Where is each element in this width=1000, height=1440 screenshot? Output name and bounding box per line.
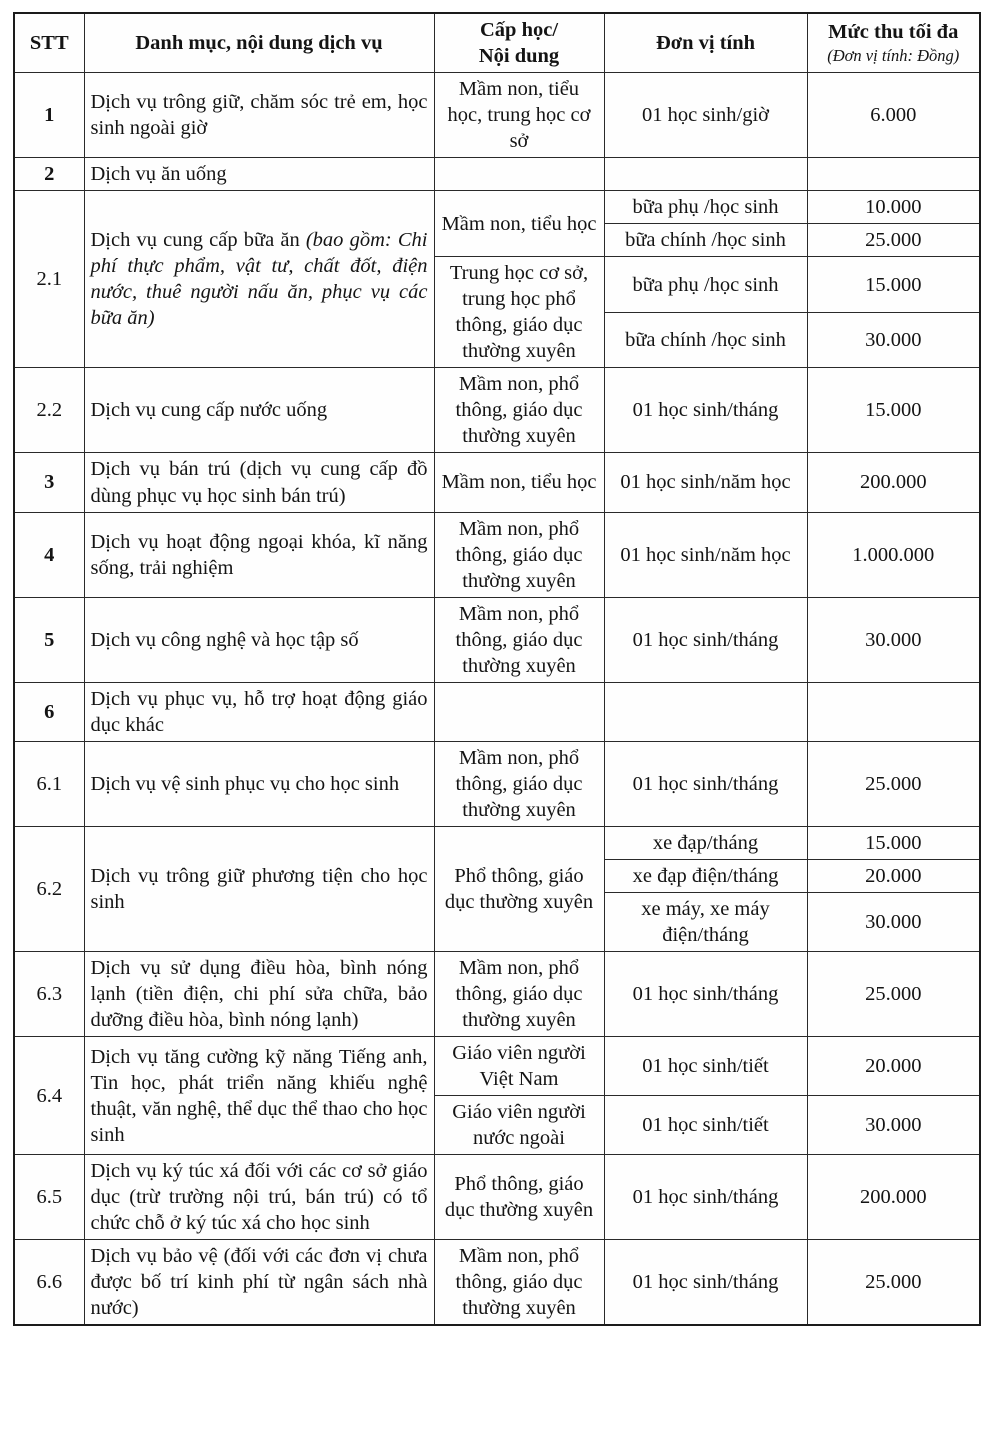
service-fee-table <box>13 12 981 1326</box>
education-level-6.3: Mầm non, phổ thông, giáo dục thường xuyên <box>434 952 604 1037</box>
unit-6.4-1: 01 học sinh/tiết <box>604 1037 807 1096</box>
amount-6.2-1: 15.000 <box>807 826 980 859</box>
unit-2.1-1: bữa phụ /học sinh <box>604 191 807 224</box>
row-index-6.5: 6.5 <box>14 1155 84 1240</box>
header-unit: Đơn vị tính <box>604 13 807 73</box>
education-level-4: Mầm non, phổ thông, giáo dục thường xuyên <box>434 512 604 597</box>
amount-2.2: 15.000 <box>807 368 980 453</box>
table-row <box>14 158 980 191</box>
row-index-6.1: 6.1 <box>14 741 84 826</box>
education-level-3: Mầm non, tiểu học <box>434 453 604 512</box>
table-row <box>14 1037 980 1096</box>
amount-2 <box>807 158 980 191</box>
row-index-6.4: 6.4 <box>14 1037 84 1155</box>
amount-6.2-2: 20.000 <box>807 859 980 892</box>
header-level-line1: Cấp học/ <box>479 19 559 41</box>
unit-2 <box>604 158 807 191</box>
unit-6.2-2: xe đạp điện/tháng <box>604 859 807 892</box>
table-header <box>14 13 980 73</box>
amount-6.5: 200.000 <box>807 1155 980 1240</box>
service-name-4: Dịch vụ hoạt động ngoại khóa, kĩ năng sống, trải nghiệm <box>84 512 434 597</box>
amount-6.3: 25.000 <box>807 952 980 1037</box>
row-index-2: 2 <box>14 158 84 191</box>
header-education-level <box>434 13 604 73</box>
unit-2.1-2: bữa chính /học sinh <box>604 224 807 257</box>
header-level-line2: Nội dung <box>478 45 560 68</box>
amount-6.6: 25.000 <box>807 1240 980 1326</box>
amount-4: 1.000.000 <box>807 512 980 597</box>
row-index-2.1: 2.1 <box>14 191 84 368</box>
row-index-1: 1 <box>14 73 84 158</box>
unit-6 <box>604 682 807 741</box>
service-name-6: Dịch vụ phục vụ, hỗ trợ hoạt động giáo dục khác <box>84 682 434 741</box>
table-row <box>14 453 980 512</box>
row-index-5: 5 <box>14 597 84 682</box>
education-level-2.1-1: Mầm non, tiểu học <box>434 191 604 257</box>
table-row <box>14 1155 980 1240</box>
amount-2.1-2: 25.000 <box>807 224 980 257</box>
unit-1: 01 học sinh/giờ <box>604 73 807 158</box>
row-index-6.3: 6.3 <box>14 952 84 1037</box>
service-name-6.1: Dịch vụ vệ sinh phục vụ cho học sinh <box>84 741 434 826</box>
header-amount-currency-note: (Đơn vị tính: Đồng) <box>827 46 960 66</box>
table-row <box>14 512 980 597</box>
service-name-1: Dịch vụ trông giữ, chăm sóc trẻ em, học sinh ngoài giờ <box>84 73 434 158</box>
education-level-6.2: Phổ thông, giáo dục thường xuyên <box>434 826 604 951</box>
amount-6 <box>807 682 980 741</box>
table-row <box>14 73 980 158</box>
service-name-6.6: Dịch vụ bảo vệ (đối với các đơn vị chưa được bố trí kinh phí từ ngân sách nhà nước) <box>84 1240 434 1326</box>
row-index-2.2: 2.2 <box>14 368 84 453</box>
table-row <box>14 1240 980 1326</box>
education-level-6.6: Mầm non, phổ thông, giáo dục thường xuyên <box>434 1240 604 1326</box>
row-index-6.2: 6.2 <box>14 826 84 951</box>
education-level-1: Mầm non, tiểu học, trung học cơ sở <box>434 73 604 158</box>
unit-6.2-3: xe máy, xe máy điện/tháng <box>604 892 807 951</box>
table-row <box>14 741 980 826</box>
table-row <box>14 368 980 453</box>
service-name-3: Dịch vụ bán trú (dịch vụ cung cấp đồ dùng phục vụ học sinh bán trú) <box>84 453 434 512</box>
row-index-6: 6 <box>14 682 84 741</box>
header-amount-main: Mức thu tối đa <box>828 21 959 44</box>
table-row <box>14 191 980 224</box>
education-level-6.4-2: Giáo viên người nước ngoài <box>434 1096 604 1155</box>
service-name-6.3: Dịch vụ sử dụng điều hòa, bình nóng lạnh (tiền điện, chi phí sửa chữa, bảo dưỡng điều hòa, bình nóng lạnh) <box>84 952 434 1037</box>
row-index-6.6: 6.6 <box>14 1240 84 1326</box>
header-row <box>14 13 980 73</box>
amount-6.4-2: 30.000 <box>807 1096 980 1155</box>
education-level-2.2: Mầm non, phổ thông, giáo dục thường xuyên <box>434 368 604 453</box>
amount-2.1-4: 30.000 <box>807 312 980 368</box>
amount-6.1: 25.000 <box>807 741 980 826</box>
unit-2.1-3: bữa phụ /học sinh <box>604 257 807 313</box>
table-body <box>14 73 980 1326</box>
education-level-6.4-1: Giáo viên người Việt Nam <box>434 1037 604 1096</box>
row-index-4: 4 <box>14 512 84 597</box>
amount-3: 200.000 <box>807 453 980 512</box>
education-level-2 <box>434 158 604 191</box>
unit-6.3: 01 học sinh/tháng <box>604 952 807 1037</box>
amount-2.1-3: 15.000 <box>807 257 980 313</box>
amount-1: 6.000 <box>807 73 980 158</box>
unit-6.1: 01 học sinh/tháng <box>604 741 807 826</box>
education-level-5: Mầm non, phổ thông, giáo dục thường xuyên <box>434 597 604 682</box>
unit-6.6: 01 học sinh/tháng <box>604 1240 807 1326</box>
service-name-6.4: Dịch vụ tăng cường kỹ năng Tiếng anh, Tin học, phát triển năng khiếu nghệ thuật, văn nghệ, thể dục thể thao cho học sinh <box>84 1037 434 1155</box>
education-level-6.5: Phổ thông, giáo dục thường xuyên <box>434 1155 604 1240</box>
amount-6.2-3: 30.000 <box>807 892 980 951</box>
unit-2.1-4: bữa chính /học sinh <box>604 312 807 368</box>
service-name-5: Dịch vụ công nghệ và học tập số <box>84 597 434 682</box>
education-level-2.1-3: Trung học cơ sở, trung học phổ thông, giáo dục thường xuyên <box>434 257 604 368</box>
unit-6.4-2: 01 học sinh/tiết <box>604 1096 807 1155</box>
unit-2.2: 01 học sinh/tháng <box>604 368 807 453</box>
service-name-6.5: Dịch vụ ký túc xá đối với các cơ sở giáo dục (trừ trường nội trú, bán trú) có tổ chức chỗ ở ký túc xá cho học sinh <box>84 1155 434 1240</box>
service-name-2.2: Dịch vụ cung cấp nước uống <box>84 368 434 453</box>
education-level-6 <box>434 682 604 741</box>
row-index-3: 3 <box>14 453 84 512</box>
header-max-amount <box>807 13 980 73</box>
unit-5: 01 học sinh/tháng <box>604 597 807 682</box>
amount-6.4-1: 20.000 <box>807 1037 980 1096</box>
amount-2.1-1: 10.000 <box>807 191 980 224</box>
unit-3: 01 học sinh/năm học <box>604 453 807 512</box>
service-name-2: Dịch vụ ăn uống <box>84 158 434 191</box>
service-name-2.1: Dịch vụ cung cấp bữa ăn (bao gồm: Chi phí thực phẩm, vật tư, chất đốt, điện nước, thuê người nấu ăn, phục vụ các bữa ăn) <box>84 191 434 368</box>
service-name-6.2: Dịch vụ trông giữ phương tiện cho học sinh <box>84 826 434 951</box>
amount-5: 30.000 <box>807 597 980 682</box>
header-service-name: Danh mục, nội dung dịch vụ <box>84 13 434 73</box>
unit-6.5: 01 học sinh/tháng <box>604 1155 807 1240</box>
table-row <box>14 952 980 1037</box>
header-stt: STT <box>14 13 84 73</box>
education-level-6.1: Mầm non, phổ thông, giáo dục thường xuyên <box>434 741 604 826</box>
table-row <box>14 682 980 741</box>
table-row <box>14 597 980 682</box>
unit-6.2-1: xe đạp/tháng <box>604 826 807 859</box>
table-row <box>14 826 980 859</box>
unit-4: 01 học sinh/năm học <box>604 512 807 597</box>
